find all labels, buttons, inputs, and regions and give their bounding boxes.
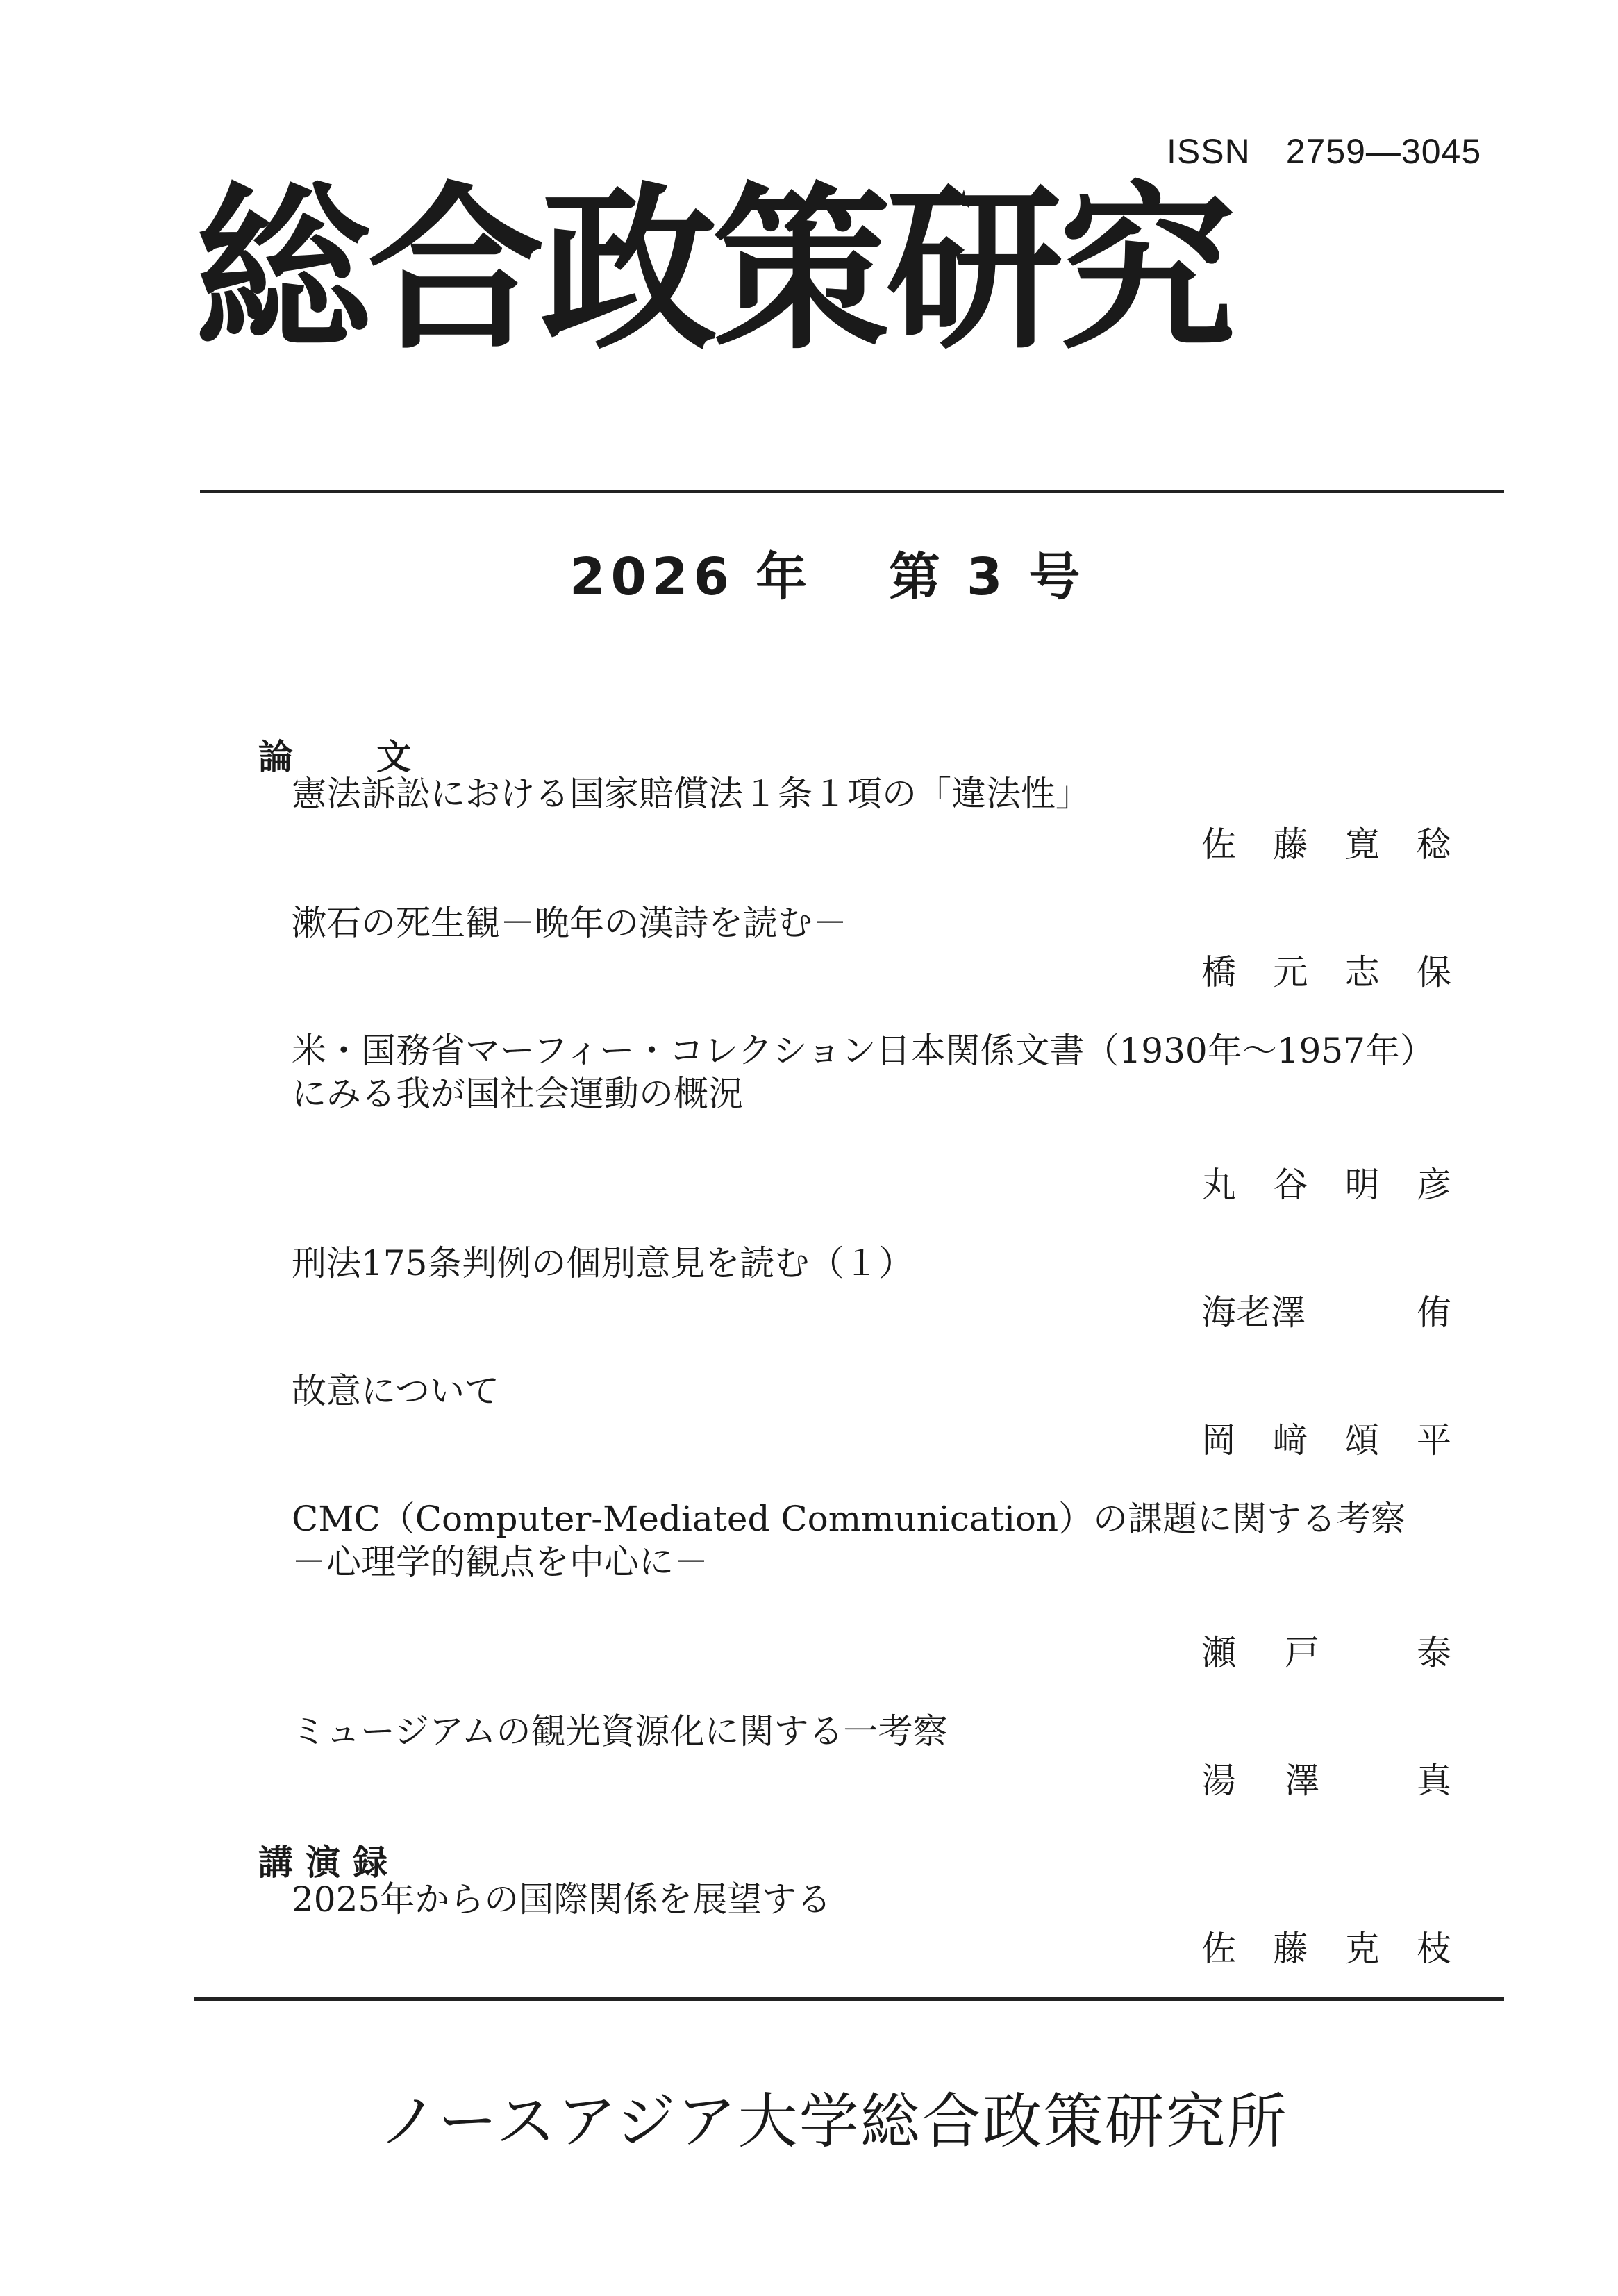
author-char: 平 [1416, 1420, 1451, 1461]
article-author [1201, 945, 1451, 995]
author-char: 真 [1417, 1761, 1451, 1801]
author-char: 頌 [1344, 1420, 1380, 1461]
top-divider [200, 490, 1504, 493]
author-char: 藤 [1273, 1929, 1308, 1969]
issue-no-suffix: 号 [1028, 547, 1086, 607]
author-char: 橋 [1201, 952, 1236, 992]
author-char: 谷 [1273, 1165, 1308, 1205]
author-char: 岡 [1201, 1420, 1236, 1461]
author-char: 瀬 [1201, 1633, 1236, 1673]
issue-year-label: 年 [755, 547, 812, 607]
bottom-divider [194, 1997, 1504, 2001]
author-char: 佐 [1201, 1929, 1236, 1969]
article-title: CMC（Computer-Mediated Communication）の課題に関する考察 [292, 1499, 1406, 1539]
article-title: 漱石の死生観－晩年の漢詩を読む－ [292, 903, 847, 943]
journal-title: 総合政策研究 [194, 167, 1233, 374]
author-char: 克 [1344, 1929, 1380, 1969]
article-author [1201, 1753, 1451, 1803]
lecture-author [1201, 1921, 1451, 1971]
author-char: 丸 [1201, 1165, 1236, 1205]
article-title: 故意について [292, 1371, 499, 1411]
lecture-title: 2025年からの国際関係を展望する [292, 1879, 832, 1920]
author-char: 寛 [1344, 824, 1380, 865]
issn-number: ISSN 2759―3045 [1167, 132, 1482, 171]
author-char: 枝 [1416, 1929, 1451, 1969]
author-char: 明 [1344, 1165, 1380, 1205]
issue-no-number: 3 [966, 547, 1008, 607]
author-char: 保 [1416, 952, 1451, 992]
issue-number [569, 536, 1106, 610]
author-char: 侑 [1417, 1292, 1451, 1333]
article-author [1201, 1625, 1451, 1675]
author-char: 藤 [1273, 824, 1308, 865]
issue-no-label: 第 [888, 547, 946, 607]
article-author [1201, 1413, 1451, 1463]
article-title-line2: －心理学的観点を中心に－ [292, 1542, 708, 1582]
article-title-line2: にみる我が国社会運動の概況 [292, 1074, 743, 1114]
article-author [1201, 817, 1451, 867]
article-title: ミュージアムの観光資源化に関する一考察 [292, 1711, 948, 1752]
article-author [1201, 1285, 1451, 1335]
article-title: 憲法訴訟における国家賠償法１条１項の「違法性」 [292, 774, 1090, 814]
author-char: 元 [1273, 952, 1308, 992]
section-heading-papers-char2: 文 [376, 737, 411, 777]
author-char: 湯 [1201, 1761, 1236, 1801]
author-char: 泰 [1417, 1633, 1451, 1673]
author-char: 戸 [1285, 1633, 1319, 1673]
article-author [1201, 1157, 1451, 1207]
author-char: 稔 [1416, 824, 1451, 865]
section-heading-lectures: 講演録 [258, 1842, 400, 1883]
article-title: 米・国務省マーフィー・コレクション日本関係文書（1930年～1957年） [292, 1031, 1435, 1071]
author-char: 﨑 [1273, 1420, 1308, 1461]
publisher-name: ノースアジア大学総合政策研究所 [378, 2087, 1288, 2156]
author-char: 澤 [1285, 1761, 1319, 1801]
section-heading-papers-char1: 論 [258, 737, 293, 777]
article-title: 刑法175条判例の個別意見を読む（１） [292, 1243, 914, 1283]
author-char: 佐 [1201, 824, 1236, 865]
author-char: 志 [1344, 952, 1380, 992]
author-char: 彦 [1416, 1165, 1451, 1205]
author-char: 海老澤 [1201, 1292, 1306, 1333]
issue-year-number: 2026 [569, 547, 735, 607]
